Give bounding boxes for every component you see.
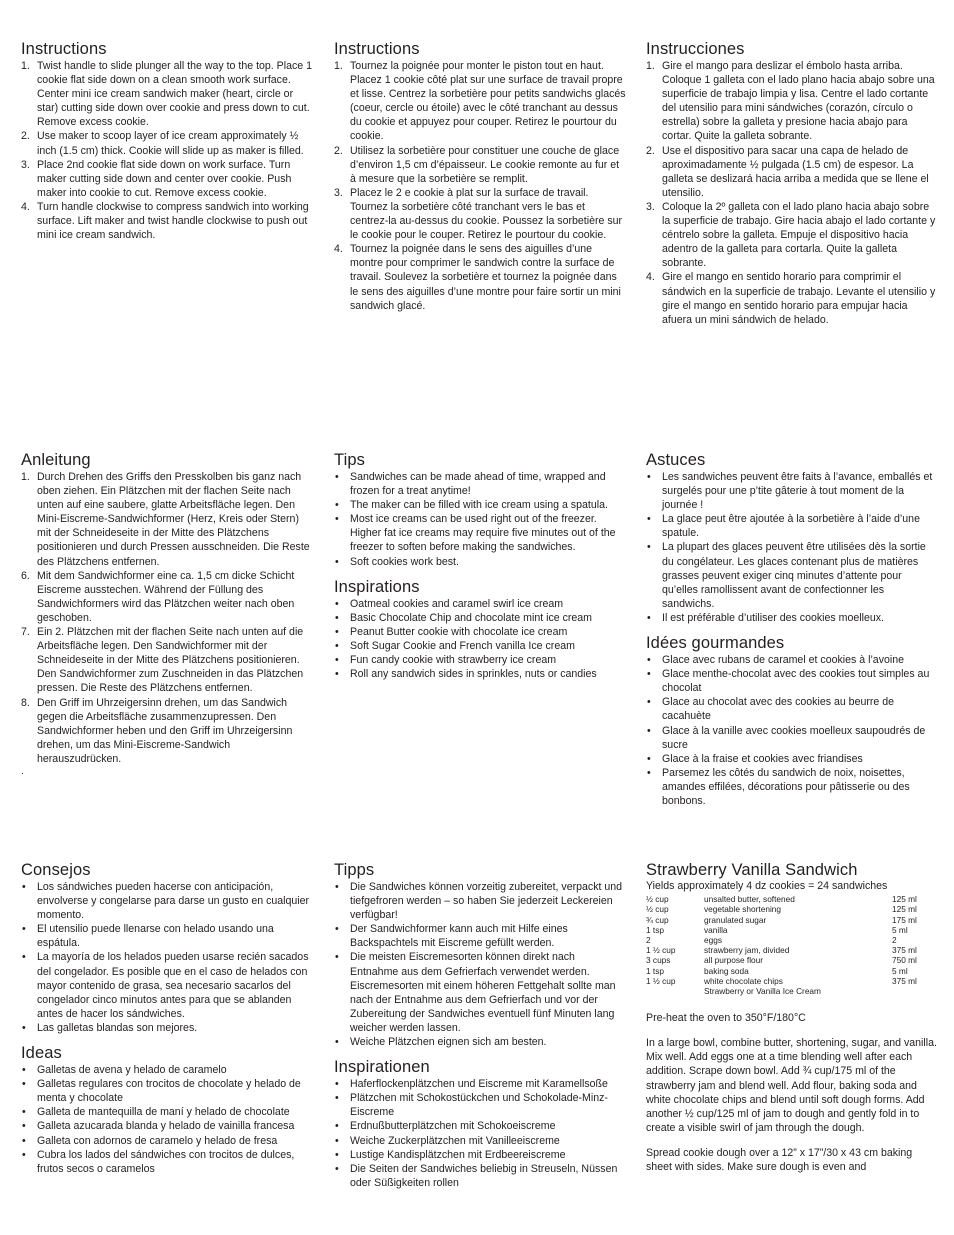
section-title: Idées gourmandes <box>646 634 785 653</box>
ingredient-quantity: 1 ½ cup <box>646 945 676 956</box>
step-text: Tournez la poignée pour monter le piston tout en haut. Placez 1 cookie côté plat sur une surface de travail propre et lisse. Centrez la sorbetière pour petits sandwichs glacés (coeur, cercle ou étoile) avec le côté tranchant au dessus du cookie et appuyez pour couper. Retirez le pourtour du cookie. <box>350 60 626 143</box>
step-text: Ein 2. Plätzchen mit der flachen Seite nach unten auf die Arbeitsfläche legen. Den Sandwichformer mit der Schneideseite in der Mitte des Plätzchens positionieren. Den Sandwichformer zum Zuschneiden in das Plätzchen pressen. Die Reste des Plätzchens entfernen. <box>37 626 304 695</box>
ingredient-quantity: ¾ cup <box>646 914 669 925</box>
section-title: Instructions <box>21 40 107 58</box>
step-list <box>21 59 313 242</box>
bullet-item: • Fun candy cookie with strawberry ice cream <box>334 653 626 667</box>
section-title: Astuces <box>646 451 706 469</box>
step-text: Gire el mango para deslizar el émbolo hasta arriba. Coloque 1 galleta con el lado plano hacia abajo sobre una superficie de trabajo limpia y lisa. Centre el lado cortante del utensilio para mini sándwiches (corazón, círculo o estrella) sobre la galleta y presione hacia abajo para cortar. Quite la galleta sobrante. <box>662 60 935 143</box>
ingredient-metric: 125 ml <box>892 894 917 905</box>
bullet-item: • Soft cookies work best. <box>334 555 626 569</box>
bullet-list <box>334 470 626 569</box>
step-item <box>21 158 313 200</box>
bullet-list <box>334 597 626 682</box>
ingredient-row <box>646 945 926 955</box>
step-number: 2. <box>646 144 655 157</box>
step-item <box>21 625 313 695</box>
bullet-item: • Weiche Zuckerplätzchen mit Vanilleeiscreme <box>334 1134 626 1148</box>
ingredient-metric: 2 <box>892 934 897 945</box>
de-anleitung-section <box>21 451 313 778</box>
bullet-item: • Glace avec rubans de caramel et cookies à l’avoine <box>646 653 938 667</box>
bullet-item: • Basic Chocolate Chip and chocolate mint ice cream <box>334 611 626 625</box>
step-text: Gire el mango en sentido horario para comprimir el sándwich en la superficie de trabajo. Levante el utensilio y gire el mango en sentido horario para empujar hacia afuera un mini sándwich de helado. <box>662 271 936 326</box>
bullet-item: • Glace à la fraise et cookies avec friandises <box>646 752 938 766</box>
ingredient-name: granulated sugar <box>704 914 767 925</box>
ingredient-name: eggs <box>704 934 722 945</box>
step-number: 3. <box>21 158 30 171</box>
step-item <box>21 470 313 569</box>
section-title: Instrucciones <box>646 40 745 58</box>
bullet-item: • Lustige Kandisplätzchen mit Erdbeereiscreme <box>334 1148 626 1162</box>
ingredient-name: white chocolate chips <box>704 975 783 986</box>
step-text: Place 2nd cookie flat side down on work surface. Turn maker cutting side down and center over cookie. Push maker into cookie to cut. Remove excess cookie. <box>37 158 292 199</box>
trailing-dot: . <box>21 765 24 777</box>
ingredient-name: baking soda <box>704 965 749 976</box>
bullet-item: • Oatmeal cookies and caramel swirl ice cream <box>334 597 626 611</box>
step-item <box>21 59 313 129</box>
step-list <box>21 470 313 766</box>
step-number: 1. <box>646 60 655 72</box>
ingredient-quantity: 2 <box>646 934 651 945</box>
bullet-item: • Glace au chocolat avec des cookies au beurre de cacahuète <box>646 695 938 723</box>
bullet-item: • Las galletas blandas son mejores. <box>21 1021 313 1035</box>
step-item <box>646 59 938 144</box>
step-item <box>21 696 313 766</box>
ingredient-metric: 5 ml <box>892 965 908 976</box>
bullet-item: • Most ice creams can be used right out of the freezer. Higher fat ice creams may require five minutes out of the freezer to soften before making the sandwiches. <box>334 512 626 554</box>
step-text: Durch Drehen des Griffs den Presskolben bis ganz nach oben ziehen. Ein Plätzchen mit der flachen Seite nach unten auf eine saubere, glatte Arbeitsfläche legen. Den Mini-Eiscreme-Sandwichformer (Herz, Kreis oder Stern) mit der Schneideseite in der Mitte des Plätzchens positionieren und durch Pressen ausschneiden. Die Reste des Plätzchens entfernen. <box>37 471 310 568</box>
ingredient-row <box>646 986 926 996</box>
section-title: Tipps <box>334 861 375 879</box>
section-title: Ideas <box>21 1044 62 1063</box>
ingredient-name: Strawberry or Vanilla Ice Cream <box>704 985 821 996</box>
ingredient-row <box>646 925 926 935</box>
bullet-item: • Erdnußbutterplätzchen mit Schokoeiscreme <box>334 1119 626 1133</box>
step-text: Den Griff im Uhrzeigersinn drehen, um das Sandwich gegen die Arbeitsfläche zusammenzupressen. Den Sandwichformer heben und den Griff im Uhrzeigersinn drehen, um das Mini-Eiscreme-Sandwich herauszudrücken. <box>37 696 293 765</box>
bullet-item: • El utensilio puede llenarse con helado usando una espátula. <box>21 922 313 950</box>
section-title: Instructions <box>334 40 420 58</box>
en-instructions-section <box>21 40 313 242</box>
step-item <box>334 186 626 242</box>
step-list <box>334 59 626 313</box>
step-text: Tournez la poignée dans le sens des aiguilles d’une montre pour comprimer le sandwich contre la surface de travail. Soulevez la sorbetière et tournez la poignée dans le sens des aiguilles d’une montre pour faire sortir un mini sandwich glacé. <box>350 243 621 312</box>
step-list <box>646 59 938 327</box>
bullet-item: • Plätzchen mit Schokostückchen und Schokolade-Minz-Eiscreme <box>334 1091 626 1119</box>
bullet-item: • Galleta de mantequilla de maní y helado de chocolate <box>21 1105 313 1119</box>
fr-astuces-section <box>646 451 938 808</box>
step-text: Coloque la 2º galleta con el lado plano hacia abajo sobre la superficie de trabajo. Gire hacia abajo el lado cortante y céntrelo sobre la galleta. Empuje el dispositivo hacia adentro de la galleta para cortarla. Quite la galleta sobrante. <box>662 200 936 270</box>
bullet-item: • Galleta azucarada blanda y helado de vainilla francesa <box>21 1119 313 1133</box>
ingredient-quantity: 1 tsp <box>646 965 664 976</box>
step-item <box>334 242 626 312</box>
bullet-list <box>646 653 938 808</box>
ingredient-row <box>646 904 926 914</box>
ingredient-name: unsalted butter, softened <box>704 894 795 905</box>
ingredient-name: vegetable shortening <box>704 904 782 915</box>
step-number: 8. <box>21 696 30 709</box>
bullet-item: • Galletas regulares con trocitos de chocolate y helado de menta y chocolate <box>21 1077 313 1105</box>
bullet-item: • Roll any sandwich sides in sprinkles, nuts or candies <box>334 667 626 681</box>
bullet-item: • Der Sandwichformer kann auch mit Hilfe eines Backspachtels mit Eiscreme gefüllt werden. <box>334 922 626 950</box>
recipe-preheat: Pre-heat the oven to 350°F/180°C <box>646 1012 806 1025</box>
bullet-item: • Die Seiten der Sandwiches beliebig in Streuseln, Nüssen oder Süßigkeiten rollen <box>334 1162 626 1190</box>
ingredient-name: strawberry jam, divided <box>704 945 790 956</box>
step-item <box>21 200 313 242</box>
bullet-item: • The maker can be filled with ice cream using a spatula. <box>334 498 626 512</box>
bullet-item: • Haferflockenplätzchen und Eiscreme mit Karamellsoße <box>334 1077 626 1091</box>
ingredient-rows <box>646 894 926 996</box>
step-item <box>646 200 938 270</box>
recipe-method-2: Spread cookie dough over a 12” x 17”/30 x 43 cm baking sheet with sides. Make sure dough is even and <box>646 1146 913 1173</box>
step-number: 6. <box>21 569 30 582</box>
ingredient-row <box>646 935 926 945</box>
bullet-list <box>334 1077 626 1190</box>
section-title: Anleitung <box>21 451 91 469</box>
step-text: Mit dem Sandwichformer eine ca. 1,5 cm dicke Schicht Eiscreme ausstechen. Während der Füllung des Sandwichformers wird das Plätzchen weiter nach oben geschoben. <box>37 569 295 624</box>
ingredient-row <box>646 915 926 925</box>
ingredient-table <box>646 894 926 996</box>
ingredient-quantity: 1 tsp <box>646 924 664 935</box>
bullet-item: • La plupart des glaces peuvent être utilisées dès la sortie du congélateur. Les glaces contenant plus de matières grasses peuvent exiger cinq minutes d’attente pour qu’elles ramollissent avant de confectionner les sandwichs. <box>646 540 938 610</box>
section-title: Inspirationen <box>334 1058 430 1077</box>
bullet-item: • Sandwiches can be made ahead of time, wrapped and frozen for a treat anytime! <box>334 470 626 498</box>
step-item <box>334 144 626 186</box>
ingredient-row <box>646 955 926 965</box>
ingredient-metric: 750 ml <box>892 955 917 966</box>
bullet-item: • Die meisten Eiscremesorten können direkt nach Entnahme aus dem Gefrierfach verwendet werden. Eiscremesorten mit einem höheren Fettgehalt sollte man nach der Entnahme aus dem Gefrierfach und vor der Zubereitung der Sandwiches eventuell fünf Minuten lang weicher werden lassen. <box>334 950 626 1035</box>
recipe-yields: Yields approximately 4 dz cookies = 24 sandwiches <box>646 880 888 892</box>
ingredient-quantity: ½ cup <box>646 904 669 915</box>
ingredient-row <box>646 976 926 986</box>
bullet-item: • Weiche Plätzchen eignen sich am besten. <box>334 1035 626 1049</box>
ingredient-name: vanilla <box>704 924 728 935</box>
ingredient-row <box>646 894 926 904</box>
ingredient-quantity: 3 cups <box>646 955 671 966</box>
bullet-item: • Cubra los lados del sándwiches con trocitos de dulces, frutos secos o caramelos <box>21 1148 313 1176</box>
recipe-method-1: In a large bowl, combine butter, shortening, sugar, and vanilla. Mix well. Add eggs one at a time blending well after each addition. Scrape down bowl. Add ¾ cup/175 ml of the strawberry jam and blend well. Add flour, baking soda and white chocolate chips and blend until soft dough forms. Add another ½ cup/125 ml of jam to dough and gently fold in to create a visible swirl of jam through the dough. <box>646 1037 937 1134</box>
bullet-item: • Die Sandwiches können vorzeitig zubereitet, verpackt und tiefgefroren werden – so haben Sie jederzeit Leckereien verfügbar! <box>334 880 626 922</box>
bullet-item: • La glace peut être ajoutée à la sorbetière à l’aide d’une spatule. <box>646 512 938 540</box>
step-text: Use el dispositivo para sacar una capa de helado de aproximadamente ½ pulgada (1.5 cm) de espesor. La galleta se deslizará hacia arriba a medida que se llene el utensilio. <box>662 144 929 199</box>
step-number: 1. <box>334 60 343 72</box>
step-number: 3. <box>334 186 343 199</box>
ingredient-quantity <box>646 986 704 996</box>
ingredient-metric: 375 ml <box>892 945 917 956</box>
section-title: Tips <box>334 451 365 469</box>
bullet-item: • Glace à la vanille avec cookies moelleux saupoudrés de sucre <box>646 724 938 752</box>
step-number: 4. <box>646 271 655 284</box>
fr-instructions-section <box>334 40 626 313</box>
bullet-item: • La mayoría de los helados pueden usarse recién sacados del congelador. Es posible que en el caso de helados con mayor contenido de grasa, sea necesario sacarlos del congelador cinco minutos antes para que se ablanden antes de hacer los sándwiches. <box>21 950 313 1020</box>
bullet-list <box>334 880 626 1049</box>
step-item <box>21 129 313 157</box>
step-number: 3. <box>646 200 655 213</box>
ingredient-metric <box>892 986 926 996</box>
recipe-section <box>646 861 938 1174</box>
ingredient-row <box>646 966 926 976</box>
bullet-list <box>21 880 313 1035</box>
step-number: 7. <box>21 626 30 639</box>
step-number: 2. <box>21 130 30 143</box>
bullet-item: • Los sándwiches pueden hacerse con anticipación, envolverse y congelarse para darse un gusto en cualquier momento. <box>21 880 313 922</box>
step-item <box>646 144 938 200</box>
ingredient-quantity: ½ cup <box>646 894 669 905</box>
recipe-title: Strawberry Vanilla Sandwich <box>646 861 858 879</box>
step-number: 1. <box>21 60 30 72</box>
step-text: Utilisez la sorbetière pour constituer une couche de glace d’environ 1,5 cm d’épaisseur. Le cookie remonte au fur et à mesure que la sorbetière se remplit. <box>350 144 620 185</box>
bullet-item: • Parsemez les côtés du sandwich de noix, noisettes, amandes effilées, décorations pour pâtisserie ou des bonbons. <box>646 766 938 808</box>
step-text: Use maker to scoop layer of ice cream approximately ½ inch (1.5 cm) thick. Cookie will slide up as maker is filled. <box>37 130 304 157</box>
bullet-item: • Galleta con adornos de caramelo y helado de fresa <box>21 1134 313 1148</box>
bullet-list <box>646 470 938 625</box>
section-title: Consejos <box>21 861 91 879</box>
step-item <box>21 569 313 625</box>
ingredient-metric: 375 ml <box>892 975 917 986</box>
step-number: 4. <box>334 243 343 256</box>
step-text: Placez le 2 e cookie à plat sur la surface de travail. Tournez la sorbetière côté tranchant vers le bas et centrez-la au-dessus du cookie. Poussez la sorbetière sur le cookie pour le couper. Retirez le pourtour du cookie. <box>350 186 623 242</box>
step-number: 2. <box>334 144 343 157</box>
section-title: Inspirations <box>334 577 420 596</box>
ingredient-metric: 5 ml <box>892 924 908 935</box>
ingredient-metric: 125 ml <box>892 904 917 915</box>
step-number: 1. <box>21 471 30 483</box>
step-item <box>646 270 938 326</box>
bullet-item: • Les sandwiches peuvent être faits à l’avance, emballés et surgelés pour une p’tite gâterie à tout moment de la journée ! <box>646 470 938 512</box>
bullet-list <box>21 1063 313 1176</box>
es-instructions-section <box>646 40 938 327</box>
ingredient-quantity: 1 ½ cup <box>646 975 676 986</box>
step-text: Twist handle to slide plunger all the way to the top. Place 1 cookie flat side down on a clean smooth work surface. Center mini ice cream sandwich maker (heart, circle or star) cutting side down over cookie and press down to cut. Remove excess cookie. <box>37 60 313 129</box>
step-item <box>334 59 626 144</box>
bullet-item: • Glace menthe-chocolat avec des cookies tout simples au chocolat <box>646 667 938 695</box>
en-tips-section <box>334 451 626 681</box>
bullet-item: • Il est préférable d’utiliser des cookies moelleux. <box>646 611 938 625</box>
step-text: Turn handle clockwise to compress sandwich into working surface. Lift maker and twist handle clockwise to push out mini ice cream sandwich. <box>37 200 309 242</box>
es-consejos-section <box>21 861 313 1176</box>
step-number: 4. <box>21 200 30 213</box>
de-tipps-section <box>334 861 626 1190</box>
bullet-item: • Soft Sugar Cookie and French vanilla Ice cream <box>334 639 626 653</box>
bullet-item: • Peanut Butter cookie with chocolate ice cream <box>334 625 626 639</box>
ingredient-name: all purpose flour <box>704 955 764 966</box>
ingredient-metric: 175 ml <box>892 914 917 925</box>
bullet-item: • Galletas de avena y helado de caramelo <box>21 1063 313 1077</box>
